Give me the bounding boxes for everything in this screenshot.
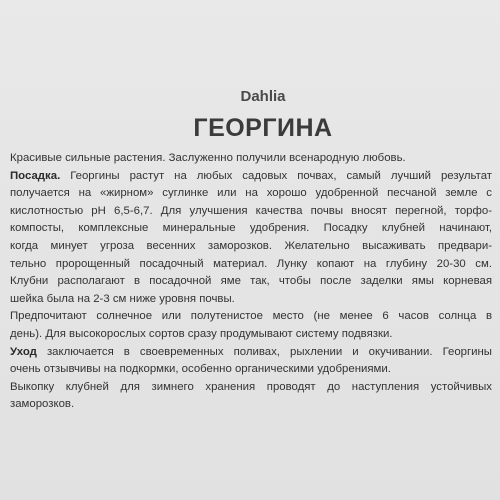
- text-line-9: шейка была на 2-3 см ниже уровня почвы.: [10, 292, 235, 305]
- care-heading: Уход: [10, 345, 37, 358]
- text-line-7: тельно пророщенный посадочный материал. Лунку копают на глубину 20-30 см.: [10, 257, 492, 270]
- latin-name: Dahlia: [240, 88, 286, 105]
- text-line-12: Уход заключается в своевременных поливах, рыхлении и окучивании. Георгины: [10, 345, 492, 358]
- text-line-5: компосты, комплексные минеральные удобрения. Посадку клубней начинают,: [10, 222, 492, 235]
- text-line-15: заморозков.: [10, 398, 75, 411]
- text-line-6: когда минует угроза весенних заморозков. Желательно высаживать предвари-: [10, 239, 492, 252]
- text-line-2: Посадка. Георгины растут на любых садовых почвах, самый лучший результат: [10, 169, 492, 182]
- text-line-11: день). Для высокорослых сортов сразу продумывают систему подвязки.: [10, 327, 393, 340]
- text-line-14: Выкопку клубней для зимнего хранения проводят до наступления устойчивых: [10, 380, 492, 393]
- text-line-13: очень отзывчивы на подкормки, особенно органическими удобрениями.: [10, 363, 391, 376]
- planting-heading: Посадка.: [10, 169, 61, 182]
- text-line-1: Красивые сильные растения. Заслуженно получили всенародную любовь.: [10, 152, 406, 164]
- text-line-10: Предпочитают солнечное или полутенистое место (не менее 6 часов солнца в: [10, 310, 492, 323]
- text-line-8: Клубни располагают в посадочной яме так, чтобы после заделки ямы корневая: [10, 275, 492, 288]
- page-title: ГЕОРГИНА: [193, 114, 333, 142]
- text-line-4: кислотностью рН 6,5-6,7. Для улучшения качества почвы вносят перегной, торфо-: [10, 204, 492, 217]
- text-line-3: получается на «жирном» суглинке или на хорошо удобренной песчаной земле с: [10, 187, 492, 200]
- description-text: [10, 150, 492, 414]
